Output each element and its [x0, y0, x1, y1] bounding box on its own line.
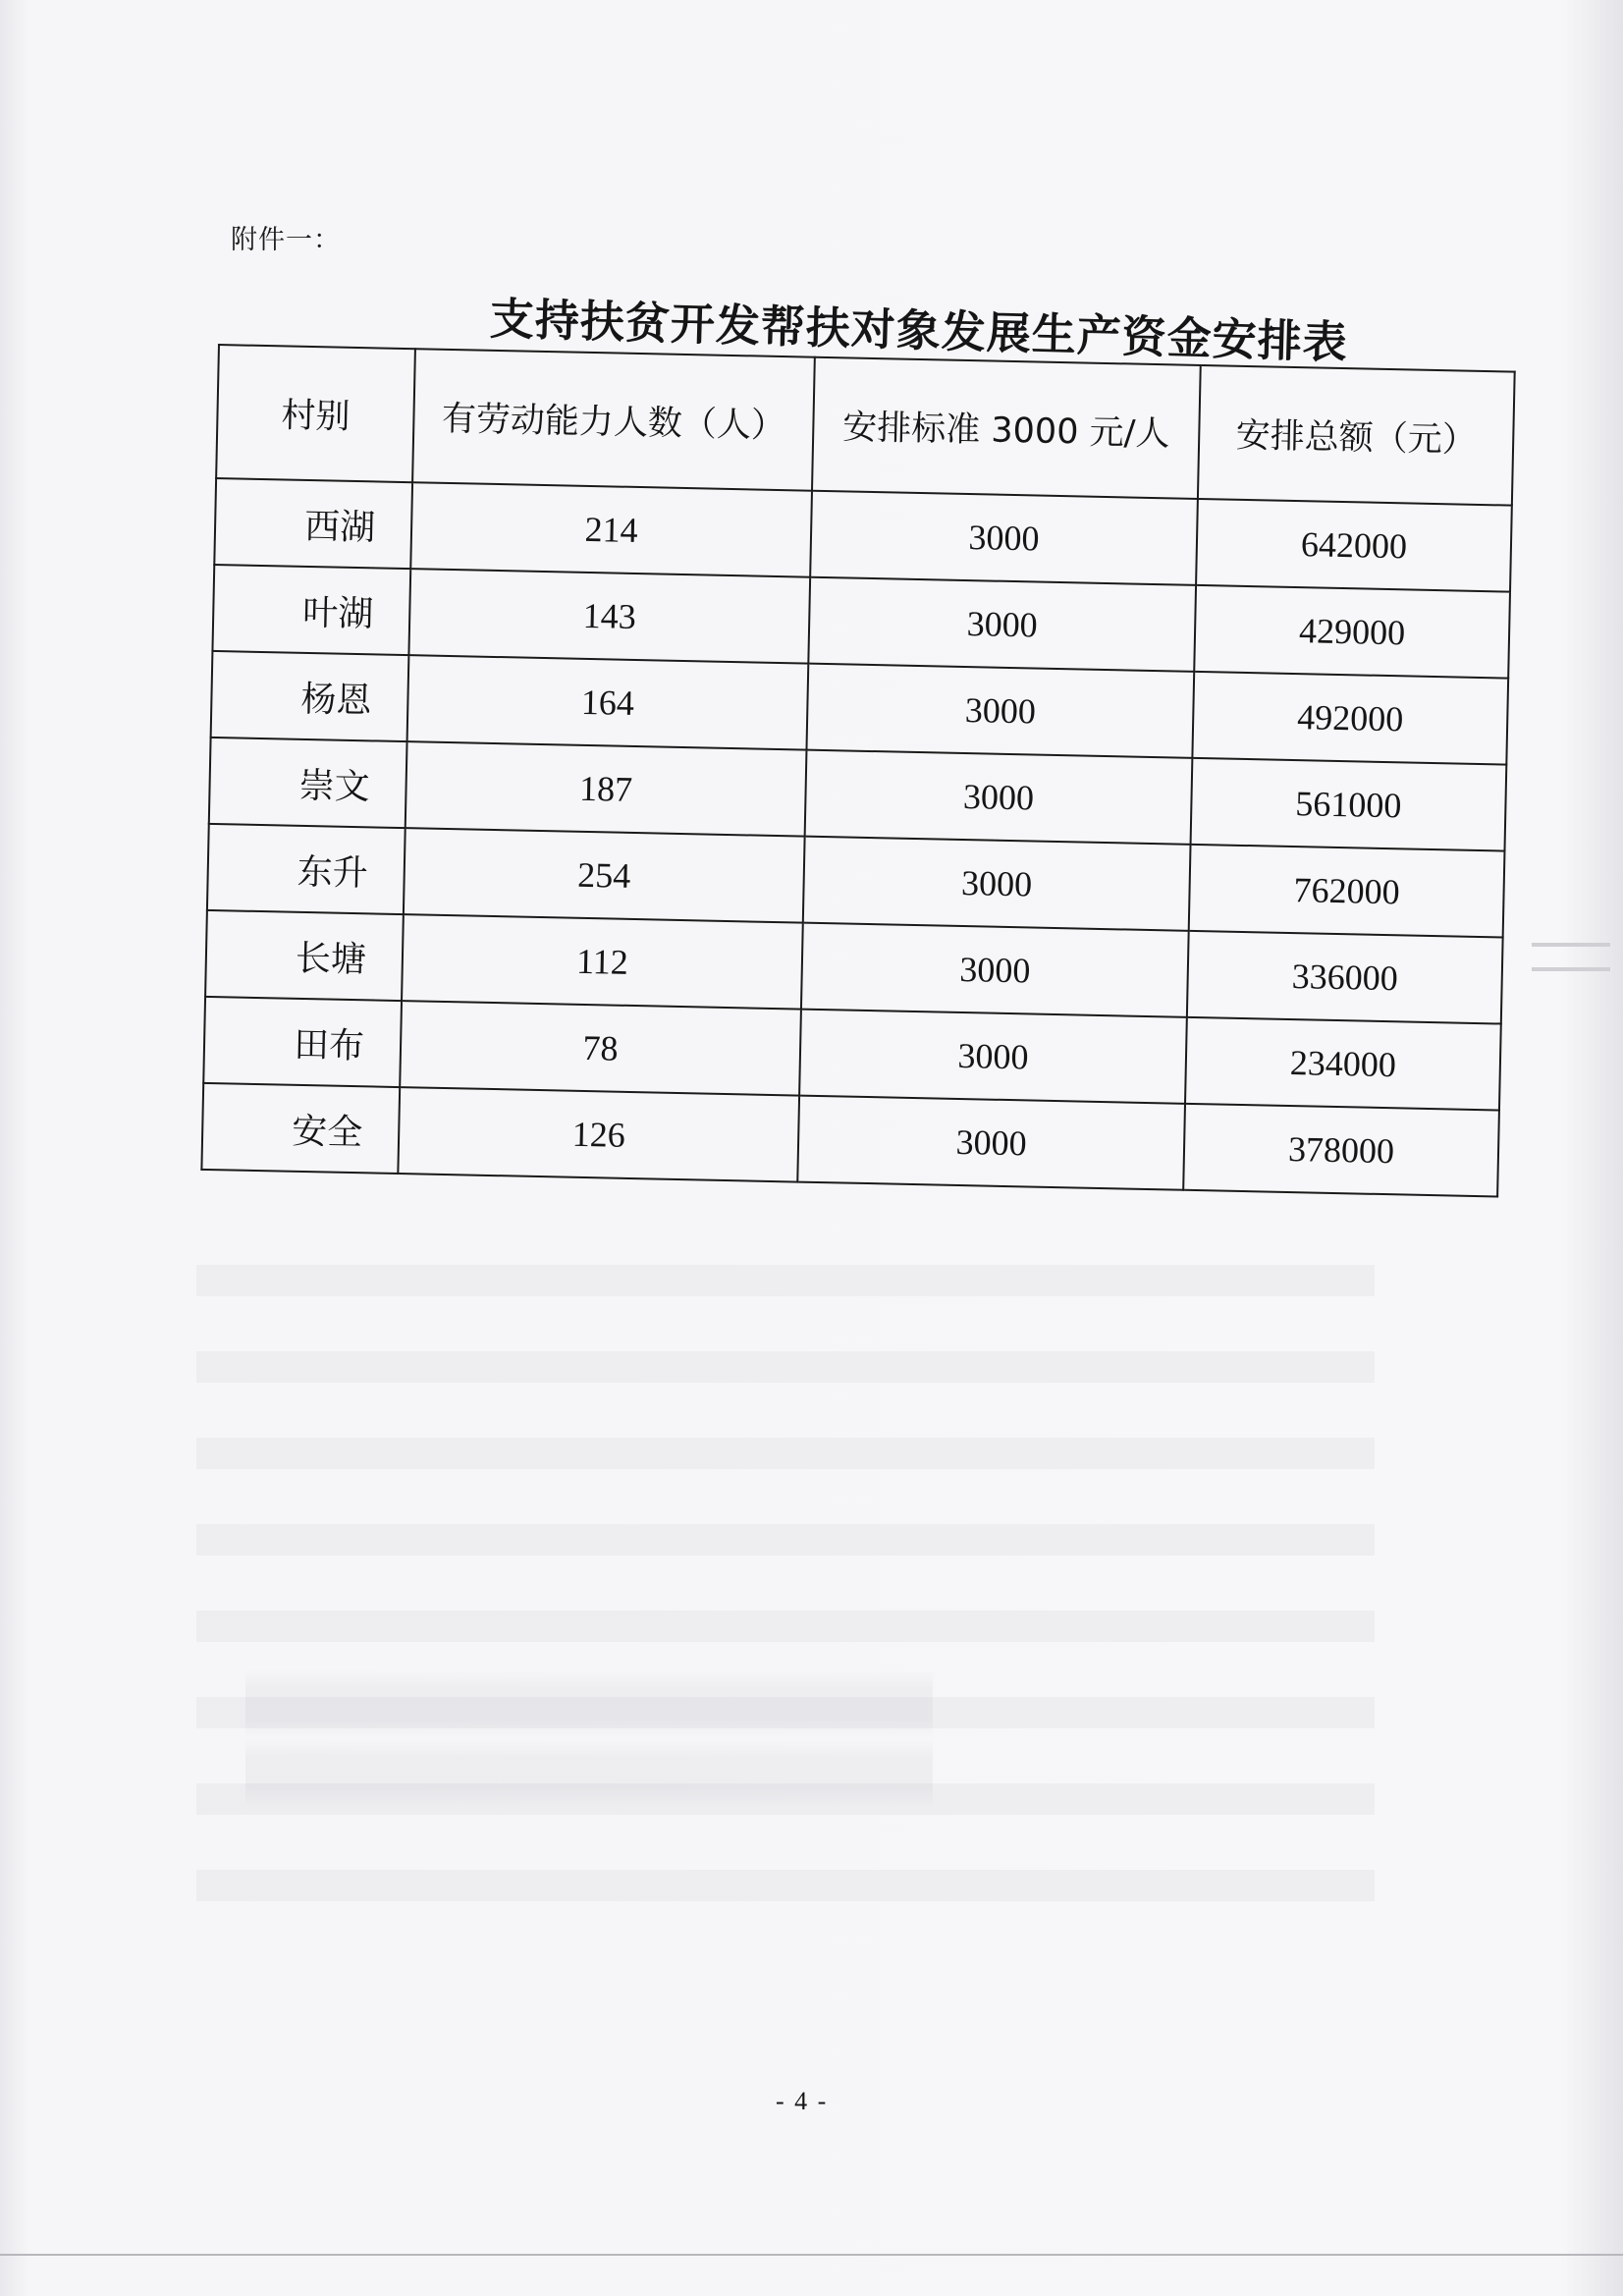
total-cell: 336000	[1187, 931, 1503, 1024]
header-village: 村别	[216, 345, 415, 482]
scan-mark	[1532, 943, 1610, 947]
village-cell: 田布	[203, 997, 402, 1087]
workers-cell: 214	[410, 482, 812, 577]
header-workers: 有劳动能力人数（人）	[412, 349, 815, 490]
workers-cell: 126	[398, 1087, 799, 1182]
workers-cell: 164	[407, 655, 809, 750]
allocation-table	[200, 344, 1515, 1198]
total-cell: 762000	[1189, 845, 1505, 938]
show-through-band	[196, 1228, 1375, 1915]
village-cell: 东升	[207, 824, 406, 914]
header-standard: 安排标准 3000 元/人	[812, 357, 1201, 499]
header-total: 安排总额（元）	[1198, 365, 1515, 506]
standard-cell: 3000	[797, 1096, 1185, 1190]
standard-cell: 3000	[799, 1010, 1187, 1104]
total-cell: 561000	[1191, 758, 1507, 851]
workers-cell: 78	[400, 1001, 801, 1096]
show-through-band	[245, 1669, 933, 1807]
workers-cell: 187	[406, 741, 807, 837]
total-cell: 492000	[1192, 672, 1508, 765]
standard-cell: 3000	[806, 664, 1194, 758]
attachment-label: 附件一：	[231, 225, 341, 255]
allocation-table-container	[200, 344, 1514, 1234]
village-cell: 长塘	[205, 910, 404, 1001]
village-cell: 西湖	[214, 478, 412, 569]
document-title: 支持扶贫开发帮扶对象发展生产资金安排表	[489, 292, 1349, 369]
standard-cell: 3000	[808, 577, 1196, 672]
scan-mark	[1532, 967, 1610, 971]
village-cell: 杨恩	[211, 651, 409, 741]
total-cell: 642000	[1196, 499, 1512, 592]
village-cell: 崇文	[209, 738, 407, 828]
standard-cell: 3000	[805, 750, 1193, 845]
standard-cell: 3000	[803, 837, 1191, 931]
standard-cell: 3000	[801, 923, 1189, 1017]
workers-cell: 254	[404, 828, 805, 923]
village-cell: 安全	[201, 1083, 400, 1174]
total-cell: 234000	[1185, 1017, 1501, 1111]
village-cell: 叶湖	[212, 565, 410, 655]
total-cell: 429000	[1194, 585, 1510, 679]
scan-edge-divider	[0, 2254, 1623, 2256]
workers-cell: 143	[408, 569, 810, 664]
total-cell: 378000	[1183, 1104, 1499, 1197]
page-number: - 4 -	[776, 2087, 829, 2115]
workers-cell: 112	[402, 914, 803, 1010]
standard-cell: 3000	[810, 491, 1198, 585]
table-header-row	[216, 345, 1515, 506]
